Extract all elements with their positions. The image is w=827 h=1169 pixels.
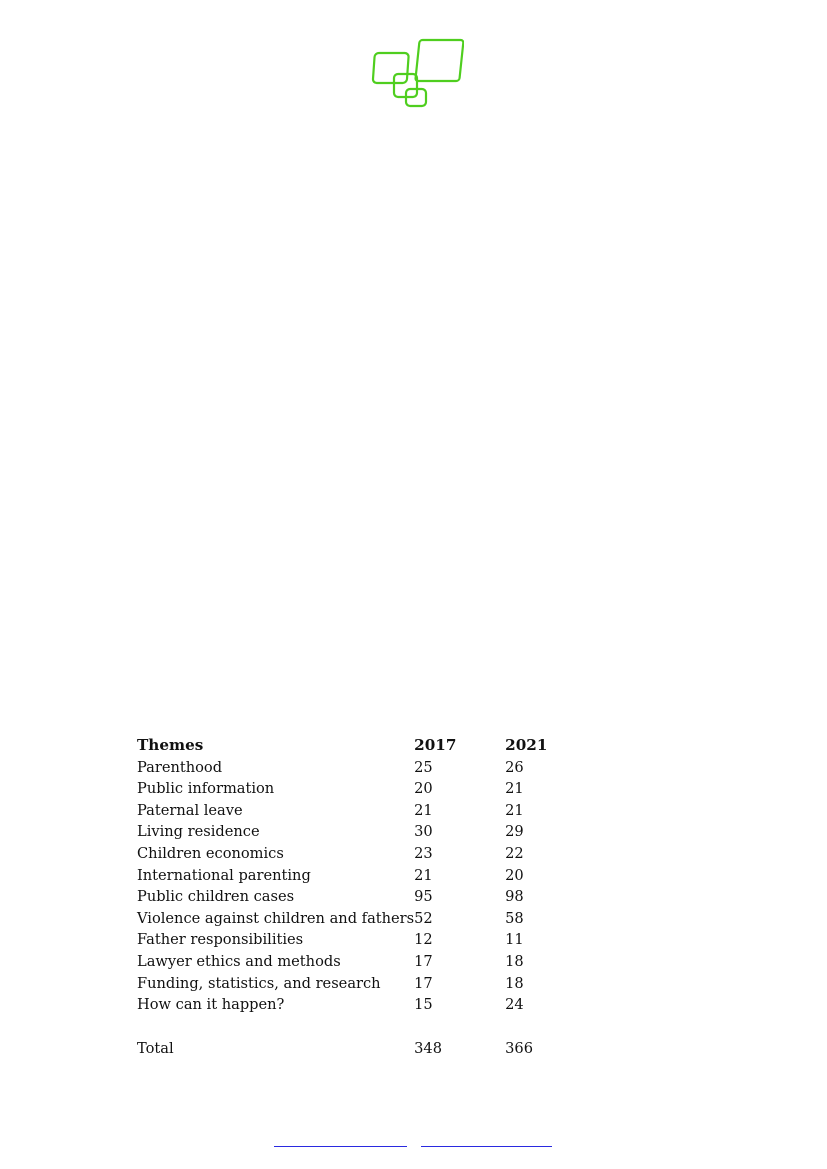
value-2017-cell: 21 bbox=[414, 866, 433, 884]
total-label: Total bbox=[137, 1039, 174, 1057]
value-2017-cell: 17 bbox=[414, 952, 433, 970]
theme-cell: Living residence bbox=[137, 823, 260, 841]
table-row bbox=[137, 908, 565, 930]
theme-cell: Paternal leave bbox=[137, 801, 243, 819]
theme-cell: Public children cases bbox=[137, 888, 295, 906]
value-2017-cell: 23 bbox=[414, 844, 433, 862]
table-spacer-row bbox=[137, 1016, 565, 1038]
theme-cell: Public information bbox=[137, 780, 275, 798]
value-2021-cell: 18 bbox=[505, 952, 524, 970]
footer-link-1[interactable] bbox=[274, 1134, 407, 1147]
value-2017-cell: 30 bbox=[414, 823, 433, 841]
theme-cell: International parenting bbox=[137, 866, 311, 884]
theme-cell: Children economics bbox=[137, 844, 284, 862]
value-2021-cell: 18 bbox=[505, 974, 524, 992]
table-row bbox=[137, 821, 565, 843]
table-row bbox=[137, 757, 565, 779]
value-2021-cell: 21 bbox=[505, 801, 524, 819]
table-row bbox=[137, 973, 565, 995]
value-2021-cell: 24 bbox=[505, 996, 524, 1014]
theme-cell: Father responsibilities bbox=[137, 931, 304, 949]
header-2017: 2017 bbox=[414, 736, 457, 754]
value-2017-cell: 12 bbox=[414, 931, 433, 949]
theme-cell: Violence against children and fathers bbox=[137, 909, 415, 927]
value-2017-cell: 17 bbox=[414, 974, 433, 992]
value-2021-cell: 11 bbox=[505, 931, 524, 949]
table-row bbox=[137, 994, 565, 1016]
table-row bbox=[137, 929, 565, 951]
footer-links bbox=[274, 1134, 554, 1150]
organization-logo bbox=[366, 36, 464, 110]
themes-table bbox=[137, 735, 565, 1059]
value-2021-cell: 21 bbox=[505, 780, 524, 798]
table-total-row bbox=[137, 1038, 565, 1060]
theme-cell: Lawyer ethics and methods bbox=[137, 952, 341, 970]
table-row bbox=[137, 843, 565, 865]
value-2021-cell: 98 bbox=[505, 888, 524, 906]
table-row bbox=[137, 800, 565, 822]
value-2021-cell: 29 bbox=[505, 823, 524, 841]
table-header-row bbox=[137, 735, 565, 757]
table-row bbox=[137, 886, 565, 908]
value-2021-cell: 26 bbox=[505, 758, 524, 776]
footer-link-2[interactable] bbox=[421, 1134, 552, 1147]
value-2021-cell: 20 bbox=[505, 866, 524, 884]
value-2017-cell: 21 bbox=[414, 801, 433, 819]
value-2017-cell: 52 bbox=[414, 909, 433, 927]
header-themes: Themes bbox=[137, 736, 204, 754]
value-2017-cell: 95 bbox=[414, 888, 433, 906]
value-2021-cell: 58 bbox=[505, 909, 524, 927]
value-2017-cell: 15 bbox=[414, 996, 433, 1014]
table-row bbox=[137, 778, 565, 800]
table-row bbox=[137, 865, 565, 887]
theme-cell: Funding, statistics, and research bbox=[137, 974, 381, 992]
value-2017-cell: 25 bbox=[414, 758, 433, 776]
total-2021: 366 bbox=[505, 1039, 533, 1057]
header-2021: 2021 bbox=[505, 736, 548, 754]
value-2017-cell: 20 bbox=[414, 780, 433, 798]
theme-cell: How can it happen? bbox=[137, 996, 285, 1014]
value-2021-cell: 22 bbox=[505, 844, 524, 862]
total-2017: 348 bbox=[414, 1039, 442, 1057]
table-row bbox=[137, 951, 565, 973]
theme-cell: Parenthood bbox=[137, 758, 223, 776]
